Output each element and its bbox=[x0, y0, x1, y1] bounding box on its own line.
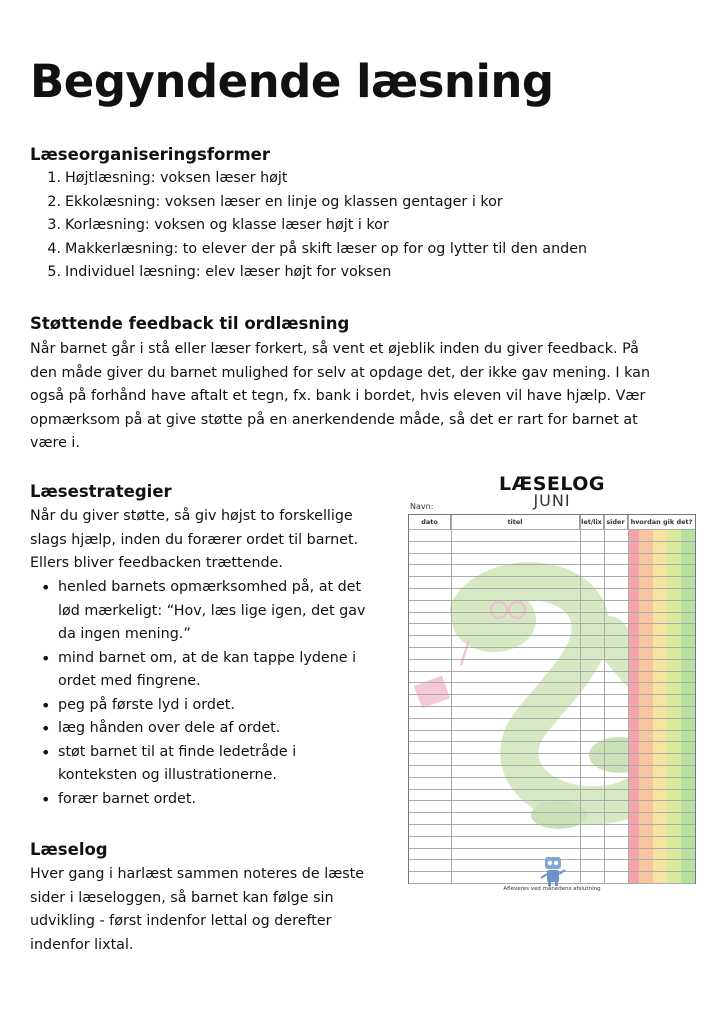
row-line bbox=[409, 812, 695, 813]
organisering-list bbox=[30, 167, 587, 285]
col-header: hvordan gik det? bbox=[630, 518, 693, 526]
column-divider bbox=[604, 515, 605, 883]
list-item: • støt barnet til at finde ledetråde i konteksten og illustrationerne. bbox=[32, 741, 365, 788]
row-line bbox=[409, 848, 695, 849]
row-line bbox=[409, 576, 695, 577]
column-divider bbox=[451, 515, 452, 883]
row-line bbox=[409, 753, 695, 754]
row-line bbox=[409, 741, 695, 742]
col-header: sider bbox=[604, 515, 628, 529]
row-line bbox=[409, 553, 695, 554]
row-line bbox=[409, 789, 695, 790]
row-line bbox=[409, 659, 695, 660]
list-item: • mind barnet om, at de kan tappe lydene i ordet med fingrene. bbox=[32, 647, 365, 694]
laeselog-paragraph: Hver gang i harlæst sammen noteres de læste sider i læseloggen, så barnet kan følge sin udvikling - først indenfor lettal og derefter indenfor lixtal. bbox=[30, 866, 365, 953]
row-line bbox=[409, 647, 695, 648]
robot-icon bbox=[538, 854, 568, 888]
strategier-intro: Når du giver støtte, så giv højst to forskellige slags hjælp, inden du forærer ordet til barnet. Ellers bliver feedbacken trættende. bbox=[30, 508, 359, 571]
row-line bbox=[409, 612, 695, 613]
row-line bbox=[409, 706, 695, 707]
log-footer-note: Afleveres ved månedens afslutning bbox=[503, 886, 601, 892]
log-subtitle: JUNI bbox=[533, 491, 571, 510]
section-heading-feedback: Støttende feedback til ordlæsning bbox=[30, 314, 350, 333]
list-item: • læg hånden over dele af ordet. bbox=[32, 717, 365, 741]
col-header: let/lix bbox=[580, 515, 604, 529]
row-line bbox=[409, 682, 695, 683]
column-divider bbox=[580, 515, 581, 883]
row-line bbox=[409, 777, 695, 778]
row-line bbox=[409, 694, 695, 695]
row-line bbox=[409, 718, 695, 719]
row-line bbox=[409, 600, 695, 601]
row-line bbox=[409, 635, 695, 636]
row-line bbox=[409, 824, 695, 825]
log-name-label: Navn: bbox=[410, 502, 434, 511]
log-title: LÆSELOG bbox=[498, 473, 606, 495]
section-heading-organisering: Læseorganiseringsformer bbox=[30, 145, 270, 164]
row-line bbox=[409, 623, 695, 624]
row-line bbox=[409, 800, 695, 801]
row-line bbox=[409, 529, 695, 530]
row-line bbox=[409, 564, 695, 565]
row-line bbox=[409, 765, 695, 766]
log-table bbox=[408, 514, 696, 884]
row-line bbox=[409, 730, 695, 731]
feedback-paragraph: Når barnet går i stå eller læser forkert, så vent et øjeblik inden du giver feedback. På den måde giver du barnet mulighed for selv at opdage det, der ikke gav mening. I kan også på forhånd have aftalt et tegn, fx. bank i bordet, hvis eleven vil have hjælp. Vær opmærksom på at give støtte på en anerkendende måde, så det er rart for barnet at være i. bbox=[30, 341, 651, 451]
page-title: Begyndende læsning bbox=[30, 55, 554, 108]
list-item: 2. Ekkolæsning: voksen læser en linje og klassen gentager i kor bbox=[47, 193, 503, 210]
row-line bbox=[409, 541, 695, 542]
row-line bbox=[409, 588, 695, 589]
list-item: • forær barnet ordet. bbox=[32, 788, 365, 812]
col-header: titel bbox=[451, 515, 580, 529]
row-line bbox=[409, 671, 695, 672]
list-item: 1. Højtlæsning: voksen læser højt bbox=[47, 170, 288, 186]
section-heading-strategier: Læsestrategier bbox=[30, 482, 172, 501]
section-heading-laeselog: Læselog bbox=[30, 840, 108, 859]
reading-log-image bbox=[402, 470, 702, 900]
list-item: • peg på første lyd i ordet. bbox=[32, 694, 365, 718]
strategier-list bbox=[32, 576, 365, 811]
list-item: 5. Individuel læsning: elev læser højt for voksen bbox=[47, 264, 392, 280]
list-item: 4. Makkerlæsning: to elever der på skift læser op for og lytter til den anden bbox=[47, 240, 588, 257]
col-header: dato bbox=[409, 515, 451, 529]
list-item: 3. Korlæsning: voksen og klasse læser højt i kor bbox=[47, 217, 389, 233]
list-item: • henled barnets opmærksomhed på, at det lød mærkeligt: “Hov, læs lige igen, det gav da ingen mening.” bbox=[32, 576, 365, 647]
row-line bbox=[409, 836, 695, 837]
